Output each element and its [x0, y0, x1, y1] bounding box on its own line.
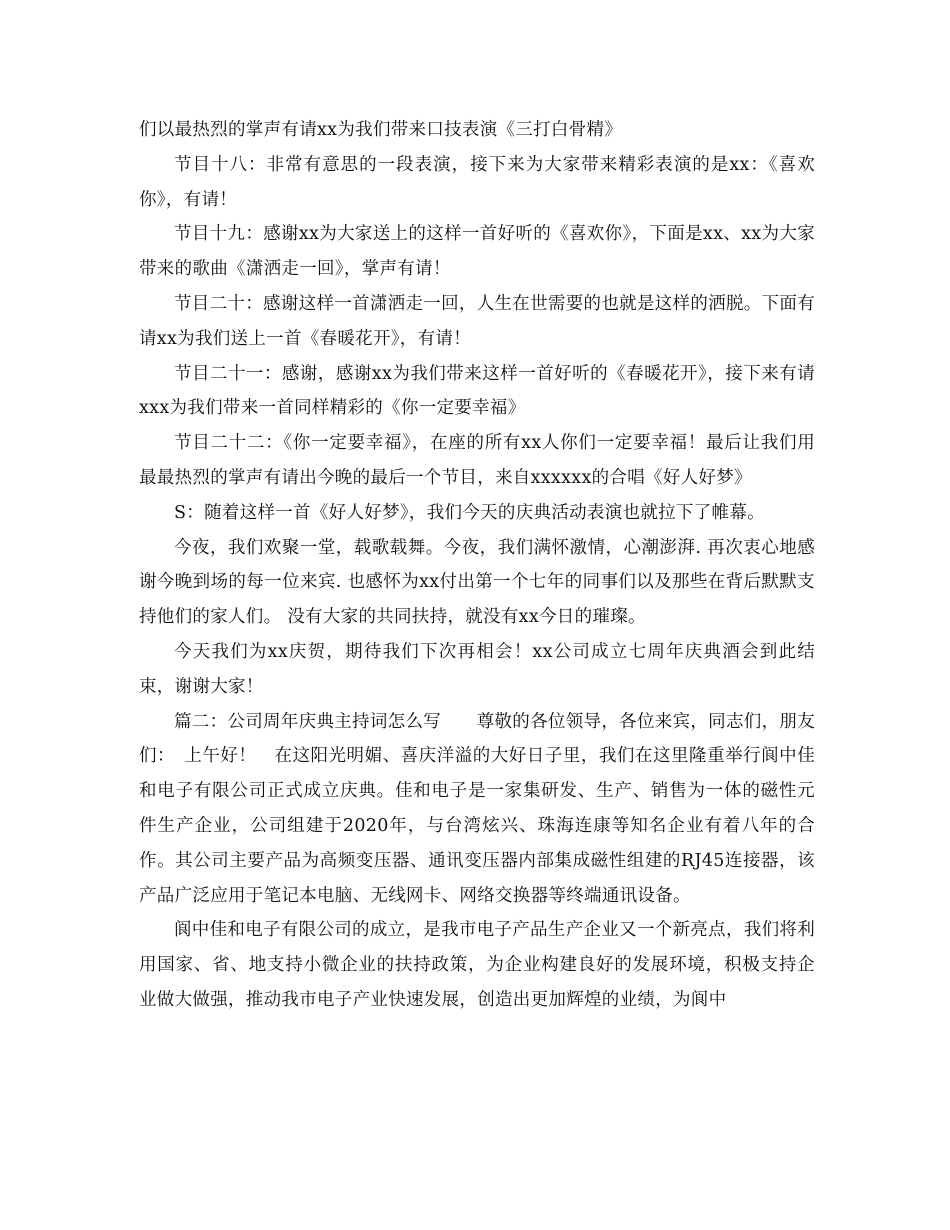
paragraph: 阆中佳和电子有限公司的成立，是我市电子产品生产企业又一个新亮点，我们将利用国家、省、地支持小微企业的扶持政策，为企业构建良好的发展环境，积极支持企业做大做强，推动我市电子产业快速发展，创造出更加辉煌的业绩，为阆中 — [139, 920, 815, 1010]
paragraph: 今夜，我们欢聚一堂，载歌载舞。今夜，我们满怀激情，心潮澎湃. 再次衷心地感谢今晚到场的每一位来宾. 也感怀为xx付出第一个七年的同事们以及那些在背后默默支持他们的家人们。 没有大家的共同扶持，就没有xx今日的璀璨。 — [139, 537, 815, 628]
paragraph: 节目十九：感谢xx为大家送上的这样一首好听的《喜欢你》，下面是xx、xx为大家带来的歌曲《潇洒走一回》，掌声有请！ — [139, 224, 815, 280]
paragraph: 节目二十：感谢这样一首潇洒走一回，人生在世需要的也就是这样的洒脱。下面有请xx为我们送上一首《春暖花开》，有请！ — [139, 293, 815, 349]
paragraph: S：随着这样一首《好人好梦》，我们今天的庆典活动表演也就拉下了帷幕。 — [174, 502, 765, 523]
paragraph: 今天我们为xx庆贺，期待我们下次再相会！xx公司成立七周年庆典酒会到此结束，谢谢大家！ — [139, 641, 815, 697]
document-body — [139, 113, 815, 1018]
paragraph: 节目二十一：感谢，感谢xx为我们带来这样一首好听的《春暖花开》，接下来有请xxx为我们带来一首同样精彩的《你一定要幸福》 — [139, 363, 815, 419]
paragraph: 节目十八：非常有意思的一段表演，接下来为大家带来精彩表演的是xx：《喜欢你》，有请！ — [139, 154, 815, 210]
paragraph: 篇二：公司周年庆典主持词怎么写 尊敬的各位领导，各位来宾，同志们，朋友们： 上午好！ 在这阳光明媚、喜庆洋溢的大好日子里，我们在这里隆重举行阆中佳和电子有限公司正式成立庆典。佳和电子是一家集研发、生产、销售为一体的磁性元件生产企业，公司组建于2020年，与台湾炫兴、珠海连康等知名企业有着八年的合作。其公司主要产品为高频变压器、通讯变压器内部集成磁性组建的RJ45连接器，该产品广泛应用于笔记本电脑、无线网卡、网络交换器等终端通讯设备。 — [139, 711, 815, 906]
paragraph: 们以最热烈的掌声有请xx为我们带来口技表演《三打白骨精》 — [139, 120, 623, 140]
paragraph: 节目二十二：《你一定要幸福》，在座的所有xx人你们一定要幸福！最后让我们用最最热烈的掌声有请出今晚的最后一个节目，来自xxxxxx的合唱《好人好梦》 — [139, 433, 815, 488]
